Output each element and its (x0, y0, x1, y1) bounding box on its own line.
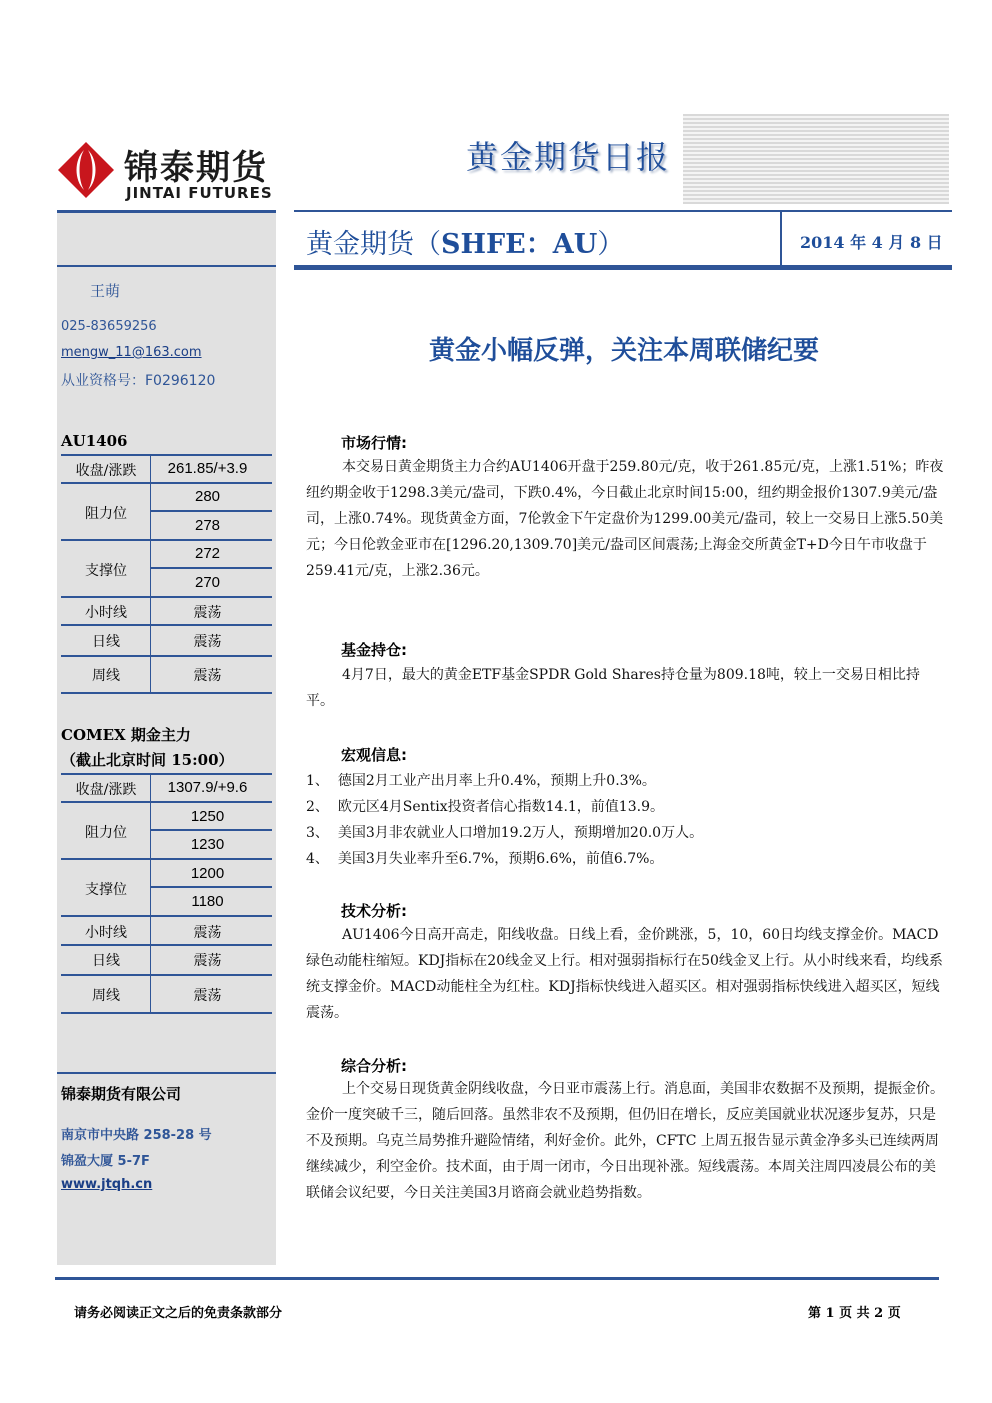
section-text-summary (306, 1076, 946, 1206)
section-text-tech (306, 922, 946, 1026)
logo-chinese-text: 锦泰期货 (124, 148, 268, 188)
table-column-rule (150, 774, 151, 1012)
comex-value-resistance-2: 1230 (190, 836, 225, 853)
company-logo (58, 138, 278, 208)
company-website-link[interactable]: www.jtqh.cn (61, 1177, 153, 1192)
table-rule (61, 915, 272, 917)
comex-table-title: COMEX 期金主力 (61, 726, 191, 744)
footer-rule (55, 1277, 939, 1280)
au-label-resistance: 阻力位 (85, 506, 127, 522)
table-rule (61, 539, 272, 541)
comex-label-weekly: 周线 (92, 988, 120, 1004)
section-title-fund: 基金持仓: (341, 641, 407, 659)
sidebar-top-rule (57, 210, 276, 213)
product-title-prefix: 黄金期货（ (306, 229, 441, 260)
sidebar-rule (57, 1072, 276, 1074)
macro-item-text: 美国3月失业率升至6.7%，预期6.6%，前值6.7%。 (337, 851, 664, 867)
company-name: 锦泰期货有限公司 (61, 1085, 182, 1103)
table-rule (61, 1012, 272, 1014)
section-title-tech: 技术分析: (341, 902, 407, 920)
table-rule (150, 510, 272, 512)
table-rule (61, 596, 272, 598)
section-text-fund (306, 662, 946, 714)
table-rule (61, 974, 272, 976)
table-rule (61, 482, 272, 484)
table-rule (150, 886, 272, 888)
table-rule (61, 692, 272, 694)
au-value-weekly: 震荡 (193, 668, 222, 684)
comex-value-support-1: 1200 (190, 865, 225, 882)
au-label-support: 支撑位 (85, 563, 127, 579)
table-rule (61, 624, 272, 626)
comex-label-close: 收盘/涨跌 (75, 782, 137, 798)
macro-item-num: 2、 (306, 799, 329, 815)
macro-item-num: 1、 (306, 773, 329, 789)
company-address-1: 南京市中央路 258-28 号 (61, 1128, 212, 1143)
macro-item-num: 3、 (306, 825, 329, 841)
analyst-phone: 025-83659256 (61, 319, 157, 334)
footer-disclaimer: 请务必阅读正文之后的免责条款部分 (74, 1306, 283, 1321)
report-date: 2014 年 4 月 8 日 (800, 233, 943, 252)
table-rule (150, 829, 272, 831)
macro-item (306, 822, 703, 842)
au-value-support-2: 270 (194, 574, 221, 591)
product-code: SHFE：AU (441, 229, 598, 260)
table-rule (61, 944, 272, 946)
comex-label-resistance: 阻力位 (85, 825, 127, 841)
au-label-weekly: 周线 (92, 668, 120, 684)
macro-item-text: 美国3月非农就业人口增加19.2万人，预期增加20.0万人。 (337, 825, 704, 841)
product-title (306, 222, 624, 261)
au-value-close: 261.85/+3.9 (167, 460, 248, 477)
macro-item (306, 770, 656, 790)
fund-text: 4月7日，最大的黄金ETF基金SPDR Gold Shares持仓量为809.18吨，较上一交易日相比持平。 (306, 667, 920, 709)
logo-diamond-icon (58, 142, 114, 198)
macro-item-num: 4、 (306, 851, 329, 867)
au-label-hourly: 小时线 (85, 605, 127, 621)
header-decoration (683, 114, 949, 204)
table-column-rule (150, 455, 151, 692)
comex-value-daily: 震荡 (193, 953, 222, 969)
macro-item-text: 欧元区4月Sentix投资者信心指数14.1，前值13.9。 (337, 799, 664, 815)
band-bottom-rule (294, 265, 952, 270)
analyst-license: 从业资格号：F0296120 (61, 373, 216, 389)
macro-item-text: 德国2月工业产出月率上升0.4%，预期上升0.3%。 (337, 773, 656, 789)
au-table-title: AU1406 (61, 432, 128, 450)
comex-label-support: 支撑位 (85, 882, 127, 898)
comex-label-hourly: 小时线 (85, 925, 127, 941)
table-rule (61, 858, 272, 860)
product-title-suffix: ） (597, 229, 625, 260)
market-text: 本交易日黄金期货主力合约AU1406开盘于259.80元/克，收于261.85元/克，上涨1.51%；昨夜纽约期金收于1298.3美元/盎司，下跌0.4%，今日截止北京时间15:00，纽约期金报价1307.9美元/盎司，上涨0.74%。现货黄金方面，7伦敦金下午定盘价为1299.00美元/盎司，较上一交易日上涨5.50美元；今日伦敦金亚市在[1296.20,1309.70]美元/盎司区间震荡;上海金交所黄金T+D今日午市收盘于259.41元/克，上涨2.36元。 (306, 459, 944, 579)
logo-english-text: JINTAI FUTURES (126, 184, 273, 202)
sidebar-rule (57, 265, 276, 267)
section-title-macro: 宏观信息: (341, 746, 407, 764)
table-rule (61, 801, 272, 803)
table-rule (61, 454, 272, 456)
comex-table-subtitle: （截止北京时间 15:00） (61, 751, 234, 769)
au-value-resistance-2: 278 (194, 517, 221, 534)
tech-text: AU1406今日高开高走，阳线收盘。日线上看，金价跳涨，5，10，60日均线支撑金价。MACD绿色动能柱缩短。KDJ指标在20线金叉上行。相对强弱指标行在50线金叉上行。从小时线来看，均线系统支撑金价。MACD动能柱全为红柱。KDJ指标快线进入超买区。相对强弱指标快线进入超买区，短线震荡。 (306, 927, 943, 1021)
report-title: 黄金期货日报 (466, 138, 671, 176)
analyst-name: 王萌 (90, 282, 121, 300)
section-title-market: 市场行情: (341, 434, 407, 452)
comex-value-close: 1307.9/+9.6 (167, 779, 248, 796)
au-value-daily: 震荡 (193, 634, 222, 650)
comex-value-hourly: 震荡 (193, 925, 222, 941)
page-number: 第 1 页 共 2 页 (808, 1306, 901, 1321)
au-label-close: 收盘/涨跌 (75, 463, 137, 479)
au-label-daily: 日线 (92, 634, 120, 650)
au-value-resistance-1: 280 (194, 488, 221, 505)
macro-item (306, 796, 664, 816)
comex-value-support-2: 1180 (191, 893, 224, 910)
macro-item (306, 848, 663, 868)
au-value-support-1: 272 (194, 545, 221, 562)
band-divider (780, 212, 782, 265)
comex-value-resistance-1: 1250 (190, 808, 225, 825)
section-title-summary: 综合分析: (341, 1057, 407, 1075)
table-rule (150, 567, 272, 569)
headline: 黄金小幅反弹，关注本周联储纪要 (428, 336, 819, 366)
table-rule (61, 655, 272, 657)
table-rule (61, 773, 272, 775)
comex-label-daily: 日线 (92, 953, 120, 969)
au-value-hourly: 震荡 (193, 605, 222, 621)
analyst-email-link[interactable]: mengw_11@163.com (61, 345, 202, 360)
summary-text: 上个交易日现货黄金阴线收盘，今日亚市震荡上行。消息面，美国非农数据不及预期，提振金价。金价一度突破千三，随后回落。虽然非农不及预期，但仍旧在增长，反应美国就业状况逐步复苏，只是不及预期。乌克兰局势推升避险情绪，利好金价。此外，CFTC 上周五报告显示黄金净多头已连续两周继续减少，利空金价。技术面，由于周一闭市，今日出现补涨。短线震荡。本周关注周四凌晨公布的美联储会议纪要，今日关注美国3月谘商会就业趋势指数。 (306, 1081, 944, 1201)
company-address-2: 锦盈大厦 5-7F (61, 1154, 150, 1169)
comex-value-weekly: 震荡 (193, 988, 222, 1004)
section-text-market (306, 454, 946, 584)
